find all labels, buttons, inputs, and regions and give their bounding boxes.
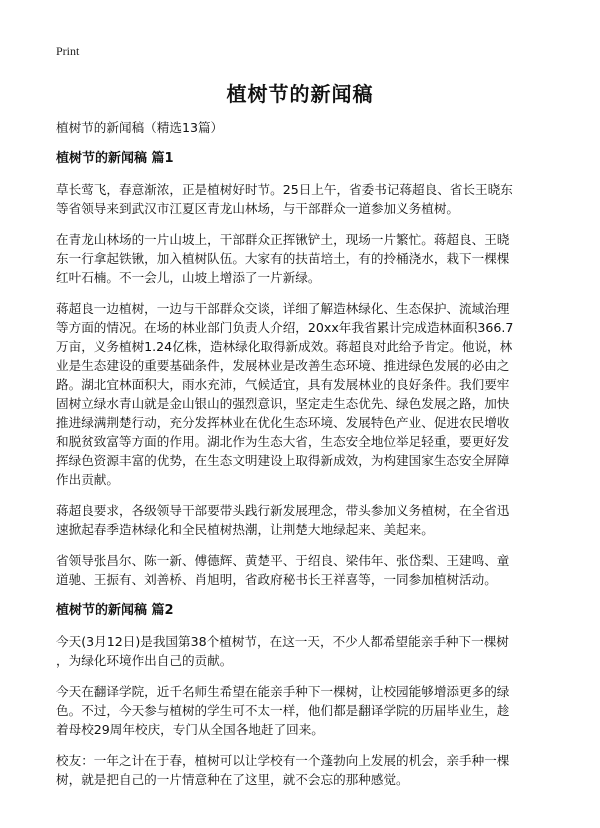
- text-line: 红叶石楠。不一会儿，山坡上增添了一片新绿。: [56, 270, 321, 285]
- paragraph: [56, 682, 550, 739]
- text-line: 业是生态建设的重要基础条件，发展林业是改善生态环境、推进绿色发展的必由之: [56, 358, 510, 373]
- text-line: 东一行拿起铁锹，加入植树队伍。大家有的扶苗培土，有的拎桶浇水，栽下一棵棵: [56, 251, 510, 266]
- paragraph: [56, 751, 550, 789]
- text-line: 推进绿满荆楚行动，充分发挥林业在优化生态环境、发展特色产业、促进农民增收: [56, 415, 510, 430]
- text-line: 蒋超良一边植树，一边与干部群众交谈，详细了解造林绿化、生态保护、流域治理: [56, 301, 510, 316]
- text-line: 等方面的情况。在场的林业部门负责人介绍，20xx年我省累计完成造林面积366.7: [56, 320, 514, 335]
- print-link[interactable]: Print: [56, 44, 80, 58]
- text-line: 校友：一年之计在于春，植树可以让学校有一个蓬勃向上发展的机会，亲手种一棵: [56, 753, 510, 768]
- paragraph: [56, 230, 550, 287]
- paragraph: [56, 501, 550, 539]
- text-line: 今天在翻译学院，近千名师生希望在能亲手种下一棵树，让校园能够增添更多的绿: [56, 684, 510, 699]
- text-line: 挥绿色资源丰富的优势，在生态文明建设上取得新成效，为构建国家生态安全屏障: [56, 453, 510, 468]
- text-line: 草长莺飞，春意渐浓，正是植树好时节。25日上午，省委书记蒋超良、省长王晓东: [56, 182, 513, 197]
- text-line: 蒋超良要求，各级领导干部要带头践行新发展理念，带头参加义务植树，在全省迅: [56, 503, 510, 518]
- paragraph: [56, 180, 550, 218]
- text-line: 作出贡献。: [56, 472, 119, 487]
- paragraph: [56, 551, 550, 589]
- text-line: 速掀起春季造林绿化和全民植树热潮，让荆楚大地绿起来、美起来。: [56, 522, 434, 537]
- article-subtitle: 植树节的新闻稿（精选13篇）: [56, 120, 224, 135]
- text-line: 树，就是把自己的一片情意种在了这里，就不会忘的那种感觉。: [56, 772, 409, 787]
- paragraph: [56, 299, 550, 489]
- text-line: 道驰、王振有、刘善桥、肖旭明，省政府秘书长王祥喜等，一同参加植树活动。: [56, 572, 497, 587]
- text-line: 万亩，义务植树1.24亿株，造林绿化取得新成效。蒋超良对此给予肯定。他说，林: [56, 339, 513, 354]
- text-line: 着母校29周年校庆，专门从全国各地赶了回来。: [56, 722, 324, 737]
- text-line: 省领导张昌尔、陈一新、傅德辉、黄楚平、于绍良、梁伟年、张岱梨、王建鸣、童: [56, 553, 510, 568]
- text-line: 路。湖北宜林面积大，雨水充沛，气候适宜，具有发展林业的良好条件。我们要牢: [56, 377, 510, 392]
- text-line: 色。不过，今天参与植树的学生可不太一样，他们都是翻译学院的历届毕业生，趁: [56, 703, 510, 718]
- text-line: 今天(3月12日)是我国第38个植树节，在这一天，不少人都希望能亲手种下一棵树: [56, 634, 509, 649]
- text-line: ，为绿化环境作出自己的贡献。: [56, 653, 233, 668]
- text-line: 等省领导来到武汉市江夏区青龙山林场，与干部群众一道参加义务植树。: [56, 201, 459, 216]
- paragraph: [56, 632, 550, 670]
- section-heading-1: 植树节的新闻稿 篇1: [56, 151, 174, 166]
- text-line: 和脱贫致富等方面的作用。湖北作为生态大省，生态安全地位举足轻重，要更好发: [56, 434, 510, 449]
- section-heading-2: 植树节的新闻稿 篇2: [56, 603, 174, 618]
- page-title: 植树节的新闻稿: [226, 82, 374, 106]
- text-line: 固树立绿水青山就是金山银山的强烈意识，坚定走生态优先、绿色发展之路，加快: [56, 396, 510, 411]
- article-body: [56, 118, 550, 801]
- text-line: 在青龙山林场的一片山坡上，干部群众正挥锹铲土，现场一片繁忙。蒋超良、王晓: [56, 232, 510, 247]
